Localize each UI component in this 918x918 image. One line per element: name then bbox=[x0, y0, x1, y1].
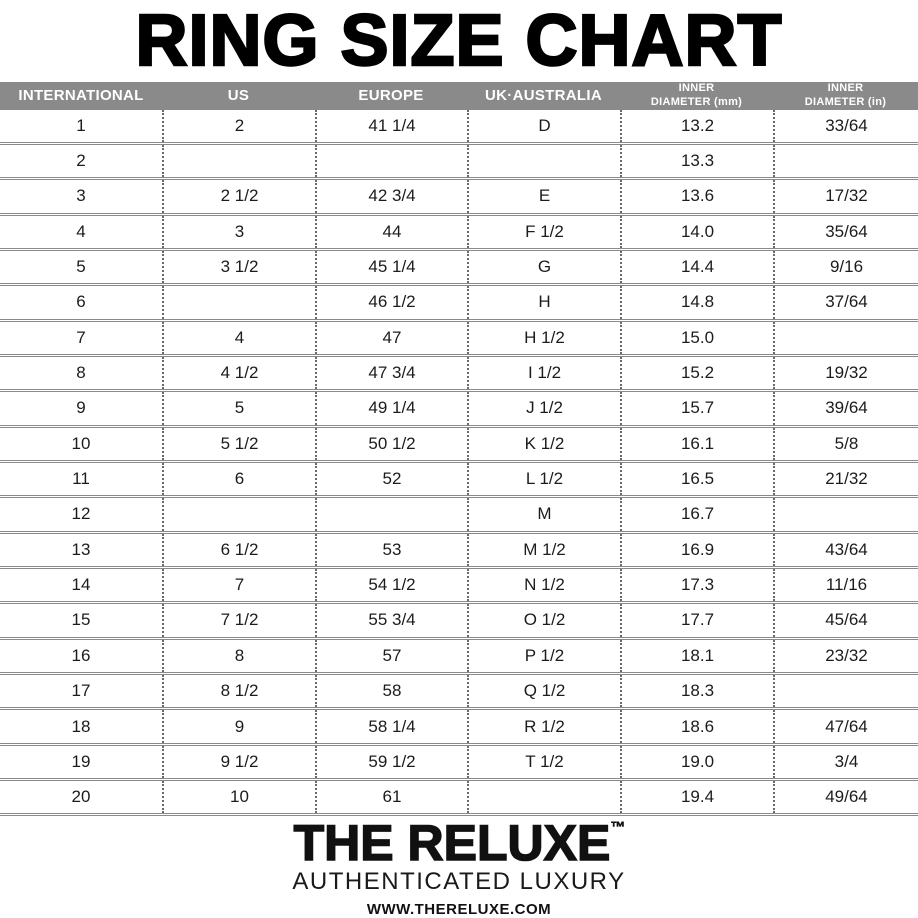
table-cell: 52 bbox=[315, 463, 467, 495]
table-cell: 19.0 bbox=[620, 746, 773, 778]
table-cell: G bbox=[467, 251, 620, 283]
table-cell: H bbox=[467, 286, 620, 318]
table-cell: 16.5 bbox=[620, 463, 773, 495]
table-cell: 3 bbox=[162, 216, 315, 248]
table-cell: O 1/2 bbox=[467, 604, 620, 636]
table-cell: 9/16 bbox=[773, 251, 918, 283]
table-row bbox=[0, 145, 918, 180]
table-cell: L 1/2 bbox=[467, 463, 620, 495]
table-cell bbox=[315, 498, 467, 530]
table-cell bbox=[162, 286, 315, 318]
table-cell: 18.1 bbox=[620, 640, 773, 672]
table-cell: 59 1/2 bbox=[315, 746, 467, 778]
table-cell: 8 1/2 bbox=[162, 675, 315, 707]
table-cell: 53 bbox=[315, 534, 467, 566]
table-cell: 7 bbox=[162, 569, 315, 601]
table-cell: 2 1/2 bbox=[162, 180, 315, 212]
table-cell: 35/64 bbox=[773, 216, 918, 248]
table-row bbox=[0, 604, 918, 639]
table-row bbox=[0, 180, 918, 215]
column-header: INTERNATIONAL bbox=[18, 86, 144, 104]
table-cell: N 1/2 bbox=[467, 569, 620, 601]
table-cell: 43/64 bbox=[773, 534, 918, 566]
table-row bbox=[0, 286, 918, 321]
table-cell: I 1/2 bbox=[467, 357, 620, 389]
table-cell bbox=[315, 145, 467, 177]
table-cell: 37/64 bbox=[773, 286, 918, 318]
column-header: EUROPE bbox=[358, 86, 424, 104]
table-cell: 19.4 bbox=[620, 781, 773, 813]
page-title: RING SIZE CHART bbox=[135, 1, 783, 81]
table-cell bbox=[162, 498, 315, 530]
column-header: INNER DIAMETER (mm) bbox=[650, 82, 743, 108]
table-cell: 61 bbox=[315, 781, 467, 813]
table-cell: D bbox=[467, 110, 620, 142]
table-cell: 15.7 bbox=[620, 392, 773, 424]
table-cell: 10 bbox=[162, 781, 315, 813]
table-cell: 19 bbox=[71, 751, 91, 771]
table-cell: 12 bbox=[71, 504, 91, 524]
footer bbox=[0, 816, 918, 918]
table-cell: 16.9 bbox=[620, 534, 773, 566]
trademark-symbol: ™ bbox=[610, 819, 625, 837]
table-cell: 18 bbox=[71, 716, 91, 736]
table-cell: 4 bbox=[162, 322, 315, 354]
table-cell: 14.0 bbox=[620, 216, 773, 248]
table-cell: 2 bbox=[76, 151, 86, 171]
table-cell bbox=[773, 145, 918, 177]
table-cell: 9 bbox=[76, 398, 86, 418]
brand-logo bbox=[293, 815, 625, 872]
table-cell: 16.7 bbox=[620, 498, 773, 530]
table-cell: 6 bbox=[76, 292, 86, 312]
table-cell: 45/64 bbox=[773, 604, 918, 636]
table-cell: 58 bbox=[315, 675, 467, 707]
table-row bbox=[0, 675, 918, 710]
table-cell: 4 1/2 bbox=[162, 357, 315, 389]
brand-name: THE RELUXE bbox=[293, 815, 611, 872]
table-cell: 5/8 bbox=[773, 428, 918, 460]
column-header: INNER DIAMETER (in) bbox=[804, 82, 887, 108]
table-cell: 15.0 bbox=[620, 322, 773, 354]
table-cell: J 1/2 bbox=[467, 392, 620, 424]
table-cell: 13.6 bbox=[620, 180, 773, 212]
table-cell: 13.2 bbox=[620, 110, 773, 142]
table-cell: P 1/2 bbox=[467, 640, 620, 672]
website-url: WWW.THERELUXE.COM bbox=[366, 901, 552, 918]
table-header bbox=[0, 82, 918, 110]
table-cell: 15 bbox=[71, 610, 91, 630]
table-cell: 8 bbox=[162, 640, 315, 672]
table-cell: 46 1/2 bbox=[315, 286, 467, 318]
table-cell: M bbox=[467, 498, 620, 530]
table-cell: 41 1/4 bbox=[315, 110, 467, 142]
table-cell: 49/64 bbox=[773, 781, 918, 813]
table-cell: 1 bbox=[76, 115, 86, 135]
table-cell: 9 1/2 bbox=[162, 746, 315, 778]
table-cell: 44 bbox=[315, 216, 467, 248]
table-row bbox=[0, 746, 918, 781]
table-cell: 11 bbox=[72, 469, 90, 489]
table-row bbox=[0, 640, 918, 675]
table-cell: 14.8 bbox=[620, 286, 773, 318]
table-cell: 17.3 bbox=[620, 569, 773, 601]
table-row bbox=[0, 781, 918, 816]
table-cell: 18.3 bbox=[620, 675, 773, 707]
table-row bbox=[0, 110, 918, 145]
table-cell: 42 3/4 bbox=[315, 180, 467, 212]
table-cell: 49 1/4 bbox=[315, 392, 467, 424]
table-row bbox=[0, 357, 918, 392]
table-cell bbox=[467, 781, 620, 813]
table-cell: 47 bbox=[315, 322, 467, 354]
table-cell: T 1/2 bbox=[467, 746, 620, 778]
table-cell: 7 1/2 bbox=[162, 604, 315, 636]
table-cell: 19/32 bbox=[773, 357, 918, 389]
table-cell: 3 1/2 bbox=[162, 251, 315, 283]
column-header: UK·AUSTRALIA bbox=[485, 86, 602, 104]
table-cell: 20 bbox=[71, 787, 91, 807]
table-cell: Q 1/2 bbox=[467, 675, 620, 707]
table-cell: 7 bbox=[76, 327, 86, 347]
table-cell: 21/32 bbox=[773, 463, 918, 495]
table-cell: 6 bbox=[162, 463, 315, 495]
table-cell: 58 1/4 bbox=[315, 710, 467, 742]
table-cell: 5 1/2 bbox=[162, 428, 315, 460]
table-row bbox=[0, 392, 918, 427]
table-row bbox=[0, 251, 918, 286]
table-cell: 5 bbox=[76, 257, 86, 277]
table-row bbox=[0, 463, 918, 498]
table-cell: 50 1/2 bbox=[315, 428, 467, 460]
table-cell: 8 bbox=[76, 363, 86, 383]
table-cell bbox=[773, 322, 918, 354]
table-row bbox=[0, 216, 918, 251]
table-row bbox=[0, 569, 918, 604]
table-cell: 39/64 bbox=[773, 392, 918, 424]
table-cell: H 1/2 bbox=[467, 322, 620, 354]
table-row bbox=[0, 710, 918, 745]
table-cell: 45 1/4 bbox=[315, 251, 467, 283]
table-cell: 3 bbox=[76, 186, 86, 206]
table-cell bbox=[773, 498, 918, 530]
table-cell: 13 bbox=[71, 539, 91, 559]
brand-tagline: AUTHENTICATED LUXURY bbox=[292, 868, 626, 896]
table-row bbox=[0, 534, 918, 569]
table-cell: 17.7 bbox=[620, 604, 773, 636]
table-cell: M 1/2 bbox=[467, 534, 620, 566]
table-cell: 23/32 bbox=[773, 640, 918, 672]
table-cell: 17 bbox=[71, 681, 91, 701]
table-cell: 14 bbox=[71, 575, 91, 595]
table-cell: E bbox=[467, 180, 620, 212]
table-cell: R 1/2 bbox=[467, 710, 620, 742]
table-cell: 10 bbox=[71, 433, 91, 453]
table-cell bbox=[467, 145, 620, 177]
table-body bbox=[0, 110, 918, 817]
table-cell: 47 3/4 bbox=[315, 357, 467, 389]
table-cell: 4 bbox=[76, 221, 86, 241]
table-cell: 57 bbox=[315, 640, 467, 672]
table-cell: 16.1 bbox=[620, 428, 773, 460]
table-cell: 16 bbox=[71, 645, 91, 665]
table-cell: 13.3 bbox=[620, 145, 773, 177]
table-cell bbox=[773, 675, 918, 707]
table-cell: 55 3/4 bbox=[315, 604, 467, 636]
table-row bbox=[0, 498, 918, 533]
column-header: US bbox=[227, 86, 250, 104]
table-cell: K 1/2 bbox=[467, 428, 620, 460]
table-cell: 18.6 bbox=[620, 710, 773, 742]
table-cell: 54 1/2 bbox=[315, 569, 467, 601]
table-cell: 3/4 bbox=[773, 746, 918, 778]
table-cell: 17/32 bbox=[773, 180, 918, 212]
table-cell: 15.2 bbox=[620, 357, 773, 389]
table-cell: F 1/2 bbox=[467, 216, 620, 248]
table-cell bbox=[162, 145, 315, 177]
table-cell: 2 bbox=[162, 110, 315, 142]
table-cell: 11/16 bbox=[773, 569, 918, 601]
table-row bbox=[0, 428, 918, 463]
table-cell: 6 1/2 bbox=[162, 534, 315, 566]
table-row bbox=[0, 322, 918, 357]
table-cell: 14.4 bbox=[620, 251, 773, 283]
table-cell: 47/64 bbox=[773, 710, 918, 742]
table-cell: 9 bbox=[162, 710, 315, 742]
table-cell: 33/64 bbox=[773, 110, 918, 142]
table-cell: 5 bbox=[162, 392, 315, 424]
